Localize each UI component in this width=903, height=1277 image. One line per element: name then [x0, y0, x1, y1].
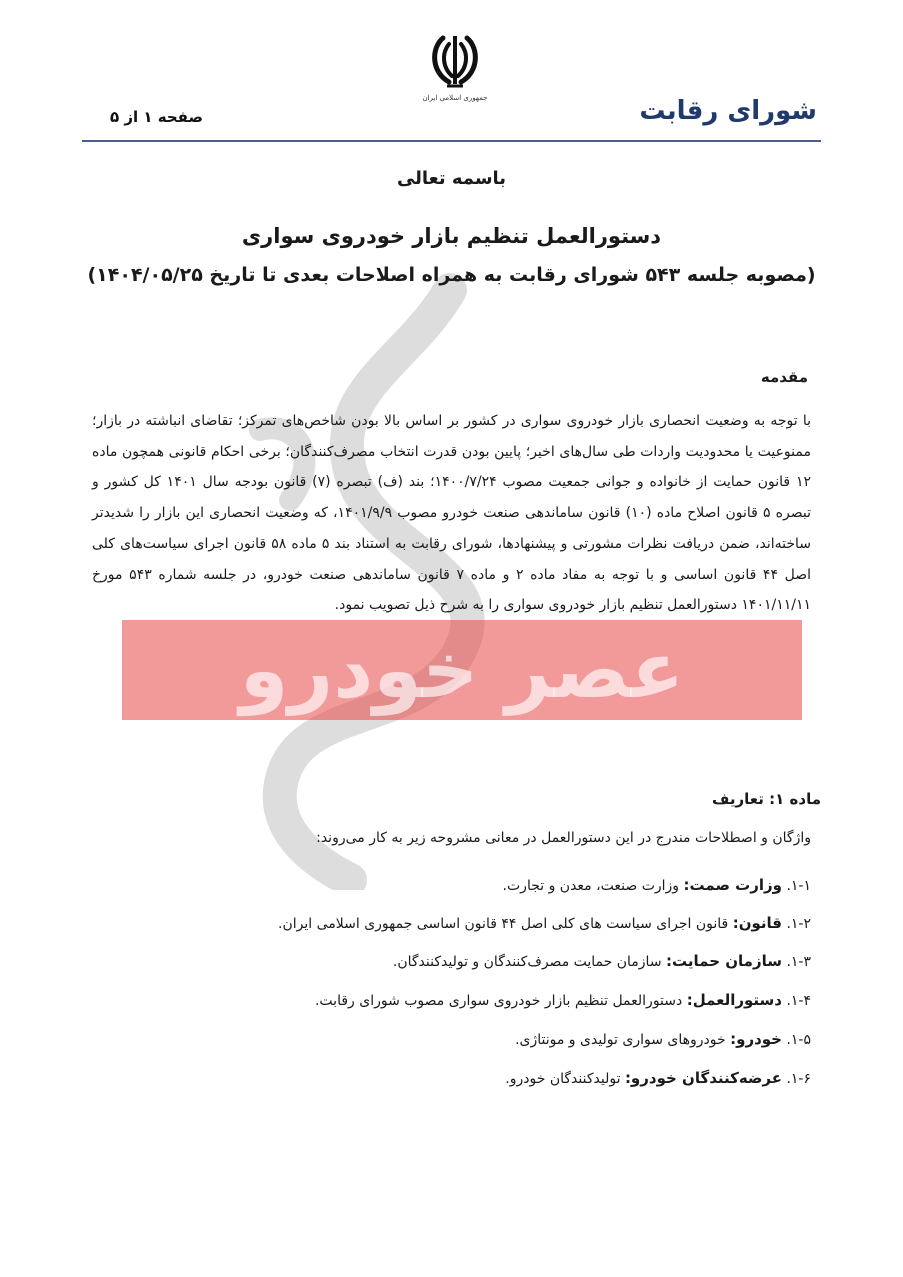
- document-subtitle: (مصوبه جلسه ۵۴۳ شورای رقابت به همراه اصلاحات بعدی تا تاریخ ۱۴۰۴/۰۵/۲۵): [87, 264, 816, 286]
- emblem-caption: جمهوری اسلامی ایران: [422, 94, 488, 102]
- definition-number: ۱-۴.: [786, 993, 811, 1009]
- definition-text: سازمان حمایت مصرف‌کنندگان و تولیدکنندگان.: [392, 954, 662, 970]
- watermark-text: عصر خودرو: [239, 626, 685, 716]
- organization-title: شورای رقابت: [639, 96, 817, 126]
- definition-text: تولیدکنندگان خودرو.: [505, 1071, 621, 1087]
- definition-number: ۱-۳.: [786, 954, 811, 970]
- watermark-logo: [122, 620, 802, 720]
- definition-term: خودرو:: [730, 1030, 782, 1048]
- definition-item: [40, 1069, 811, 1087]
- definition-item: [40, 914, 811, 932]
- iran-emblem: [415, 34, 495, 124]
- article1-lead: واژگان و اصطلاحات مندرج در این دستورالعمل در معانی مشروحه زیر به کار می‌روند:: [316, 830, 811, 846]
- emblem-icon: [427, 34, 483, 92]
- document-title: دستورالعمل تنظیم بازار خودروی سواری: [241, 224, 662, 248]
- introduction-heading: مقدمه: [760, 368, 808, 386]
- header-divider: [82, 140, 821, 142]
- definition-item: [40, 952, 811, 970]
- definition-number: ۱-۵.: [786, 1032, 811, 1048]
- definition-term: قانون:: [732, 914, 782, 932]
- introduction-paragraph: با توجه به وضعیت انحصاری بازار خودروی سواری در کشور بر اساس بالا بودن شاخص‌های تمرکز؛ تقاضای انباشته در بازار؛ ممنوعیت یا محدودیت واردات طی سال‌های اخیر؛ پایین بودن قدرت انتخاب مصرف‌کنندگان؛ برخی احکام قانونی همچون ماده ۱۲ قانون حمایت از خانواده و جوانی جمعیت مصوب ۱۴۰۰/۷/۲۴؛ بند (ف) تبصره (۷) قانون بودجه سال ۱۴۰۱ کل کشور و تبصره ۵ قانون اصلاح ماده (۱۰) قانون ساماندهی صنعت خودرو مصوب ۱۴۰۱/۹/۹، که وضعیت انحصاری این بازار را شدیدتر ساخته‌اند، ضمن دریافت نظرات مشورتی و پیشنهادها، شورای رقابت به استناد بند ۵ ماده ۵۸ قانون اجرای سیاست‌های کلی اصل ۴۴ قانون اساسی و با توجه به مفاد ماده ۲ و ماده ۷ قانون ساماندهی صنعت خودرو، در جلسه شماره ۵۴۳ مورخ ۱۴۰۱/۱۱/۱۱ دستورالعمل تنظیم بازار خودروی سواری را به شرح ذیل تصویب نمود.: [92, 413, 812, 614]
- definition-term: عرضه‌کنندگان خودرو:: [624, 1069, 782, 1087]
- definition-item: [40, 1030, 811, 1048]
- definition-text: دستورالعمل تنظیم بازار خودروی سواری مصوب شورای رقابت.: [314, 993, 683, 1009]
- definition-text: وزارت صنعت، معدن و تجارت.: [502, 878, 680, 894]
- bismillah-heading: باسمه تعالی: [396, 168, 507, 189]
- definition-number: ۱-۲.: [786, 916, 811, 932]
- definition-number: ۱-۶.: [786, 1071, 811, 1087]
- definition-term: وزارت صمت:: [683, 876, 782, 894]
- definition-text: خودروهای سواری تولیدی و مونتاژی.: [515, 1032, 726, 1048]
- article1-heading: ماده ۱: تعاریف: [712, 790, 821, 808]
- page-number: صفحه ۱ از ۵: [110, 108, 203, 126]
- definition-term: دستورالعمل:: [686, 991, 782, 1009]
- definition-text: قانون اجرای سیاست های کلی اصل ۴۴ قانون اساسی جمهوری اسلامی ایران.: [278, 916, 729, 932]
- definition-number: ۱-۱.: [786, 878, 811, 894]
- definition-term: سازمان حمایت:: [666, 952, 782, 970]
- definition-item: [40, 991, 811, 1009]
- definition-item: [40, 876, 811, 894]
